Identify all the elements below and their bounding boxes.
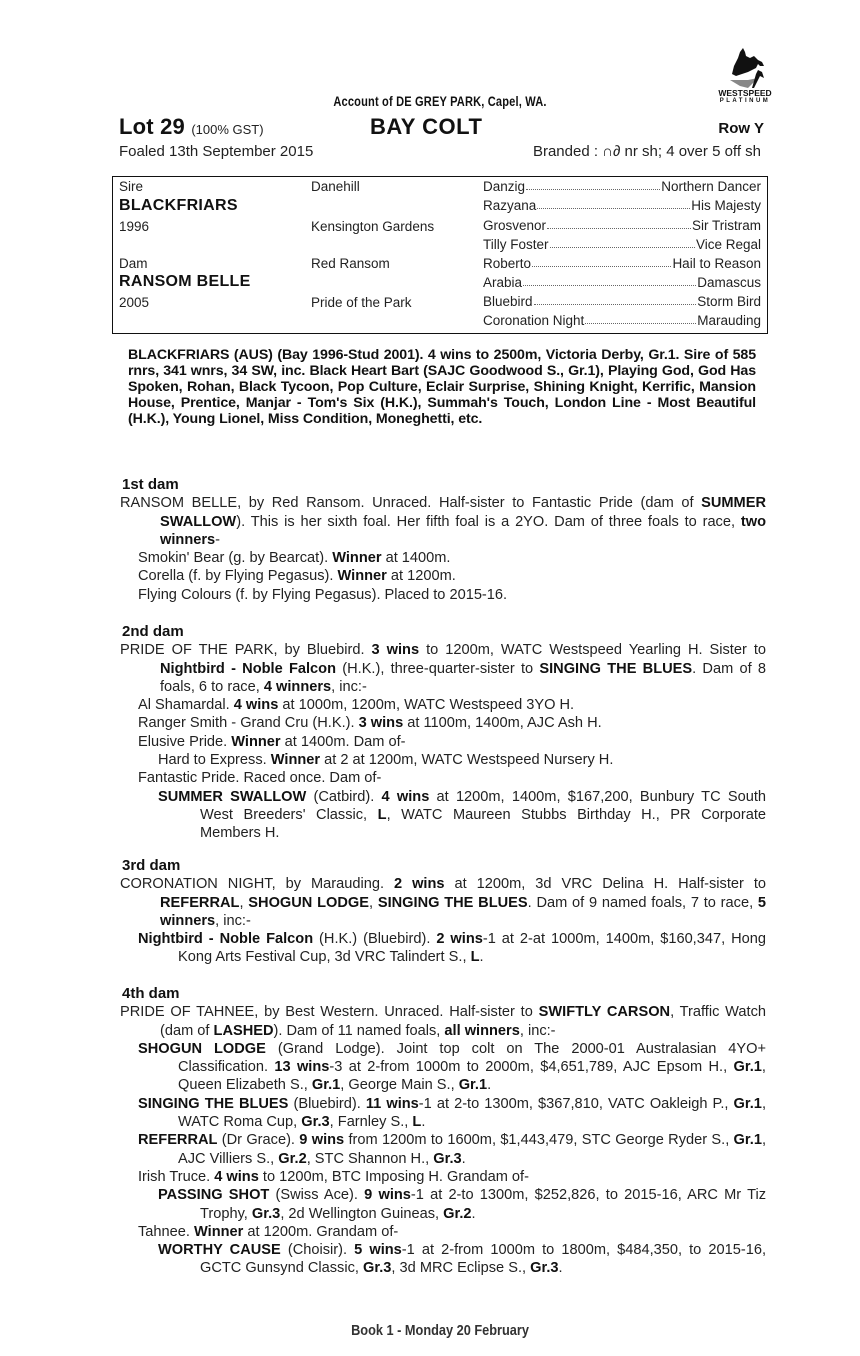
row-location: Row Y [718,120,764,137]
sire-summary: BLACKFRIARS (AUS) (Bay 1996-Stud 2001). 4 wins to 2500m, Victoria Derby, Gr.1. Sire of 585 rnrs, 341 wnrs, 34 SW, inc. Black Heart Bart (SAJC Goodwood S., Gr.1), Playing God, God Has Spoken, Rohan, Black Tycoon, Pop Culture, Eclair Surprise, Shining Knight, Kerrific, Mansion House, Prentice, Manjar - Tom's Six (H.K.), Summah's Touch, London Line - Most Beautiful (H.K.), Young Lionel, Miss Condition, Moneghetti, etc. [128,347,756,427]
progeny-entry: SINGING THE BLUES (Bluebird). 11 wins-1 at 2-to 1300m, $367,810, VATC Oakleigh P., Gr.1, WATC Roma Cup, Gr.3, Farnley S., L. [138,1095,766,1131]
progeny-entry: Smokin' Bear (g. by Bearcat). Winner at 1400m. [138,550,451,567]
section-heading: 1st dam [122,476,179,493]
gg-sire: His Majesty [691,198,761,213]
gg-name: Roberto [483,256,532,271]
grandsire-maternal: Red Ransom [311,256,390,271]
progeny-entry: Corella (f. by Flying Pegasus). Winner at 1200m. [138,568,456,585]
great-grandparent-row [483,256,761,271]
progeny-entry: Flying Colours (f. by Flying Pegasus). Placed to 2015-16. [138,586,508,603]
lot-label: Lot 29 [119,114,185,139]
section-heading: 4th dam [122,985,180,1002]
horse-description: BAY COLT [370,114,483,139]
gg-name: Danzig [483,179,526,194]
progeny-entry: REFERRAL (Dr Grace). 9 wins from 1200m to 1600m, $1,443,479, STC George Ryder S., Gr.1, AJC Villiers S., Gr.2, STC Shannon H., Gr.3. [138,1132,767,1167]
dam-description: PRIDE OF TAHNEE, by Best Western. Unraced. Half-sister to SWIFTLY CARSON, Traffic Watch (dam of LASHED). Dam of 11 named foals, all winners, inc:- [120,1004,766,1039]
gg-name: Coronation Night [483,313,585,328]
logo-platinum-text: PLATINUM [719,98,771,104]
leader-dots [526,179,660,190]
leader-dots [550,237,695,248]
sire-year: 1996 [119,219,150,234]
leader-dots [547,218,691,229]
leader-dots [534,294,697,305]
progeny-entry: SUMMER SWALLOW (Catbird). 4 wins at 1200m, 1400m, $167,200, Bunbury TC South West Breeders' Classic, L, WATC Maureen Stubbs Birthday H., PR Corporate Members H. [158,788,766,842]
progeny-entry: Al Shamardal. 4 wins at 1000m, 1200m, WATC Westspeed 3YO H. [138,697,575,714]
page-footer: Book 1 - Monday 20 February [351,1322,529,1339]
dam-section-2 [120,623,766,843]
leader-dots [537,198,690,209]
section-heading: 3rd dam [122,857,181,874]
sire-label: Sire [119,179,144,194]
horse-silhouette-icon [718,44,772,90]
great-grandparent-row [483,275,761,290]
dam-year: 2005 [119,295,150,310]
pedigree-table [112,176,768,334]
section-heading: 2nd dam [122,623,184,640]
vendor-account: Account of DE GREY PARK, Capel, WA. [333,94,547,109]
progeny-entry: PASSING SHOT (Swiss Ace). 9 wins-1 at 2-to 1300m, $252,826, to 2015-16, ARC Mr Tiz Trophy, Gr.3, 2d Wellington Guineas, Gr.2. [158,1187,767,1222]
progeny-entry: Hard to Express. Winner at 2 at 1200m, WATC Westspeed Nursery H. [158,752,614,769]
dam-section-3 [120,857,766,967]
granddam-maternal: Pride of the Park [311,295,412,310]
gg-sire: Sir Tristram [692,218,761,233]
gg-name: Arabia [483,275,523,290]
progeny-entry: Fantastic Pride. Raced once. Dam of- [138,770,382,787]
dam-name: RANSOM BELLE [119,273,251,290]
progeny-entry: Nightbird - Noble Falcon (H.K.) (Bluebird). 2 wins-1 at 2-at 1000m, 1400m, $160,347, Hong Kong Arts Festival Cup, 3d VRC Talindert S., L. [138,931,766,966]
great-grandparent-row [483,179,761,194]
gg-sire: Hail to Reason [672,256,761,271]
great-grandparent-row [483,294,761,309]
progeny-entry: WORTHY CAUSE (Choisir). 5 wins-1 at 2-from 1000m to 1800m, $484,350, to 2015-16, GCTC Gunsynd Classic, Gr.3, 3d MRC Eclipse S., Gr.3. [158,1242,767,1277]
great-grandparent-row [483,237,761,252]
dam-section-1 [120,476,766,604]
leader-dots [523,275,696,286]
gg-sire: Storm Bird [697,294,761,309]
sire-name: BLACKFRIARS [119,197,238,214]
gg-name: Grosvenor [483,218,547,233]
leader-dots [532,256,671,267]
brand-marks: Branded : ∩∂ nr sh; 4 over 5 off sh [532,143,761,160]
foaled-date: Foaled 13th September 2015 [119,143,314,160]
gg-sire: Northern Dancer [661,179,761,194]
great-grandparent-row [483,218,761,233]
gg-name: Tilly Foster [483,237,549,252]
great-grandparent-row [483,313,761,328]
gg-sire: Marauding [697,313,761,328]
dam-section-4 [120,985,766,1278]
gg-name: Razyana [483,198,537,213]
gst-note: (100% GST) [191,122,264,137]
gg-sire: Damascus [697,275,761,290]
dam-description: CORONATION NIGHT, by Marauding. 2 wins at 1200m, 3d VRC Delina H. Half-sister to REFERRAL, SHOGUN LODGE, SINGING THE BLUES. Dam of 9 named foals, 7 to race, 5 winners, inc:- [120,876,767,929]
lot-number [119,114,264,140]
logo-westspeed-text: WESTSPEED [718,88,772,98]
progeny-entry: Irish Truce. 4 wins to 1200m, BTC Imposing H. Grandam of- [138,1168,529,1185]
progeny-entry: Ranger Smith - Grand Cru (H.K.). 3 wins at 1100m, 1400m, AJC Ash H. [138,715,602,732]
great-grandparent-row [483,198,761,213]
gg-name: Bluebird [483,294,533,309]
dam-description: RANSOM BELLE, by Red Ransom. Unraced. Half-sister to Fantastic Pride (dam of SUMMER SWALLOW). This is her sixth foal. Her fifth foal is a 2YO. Dam of three foals to race, two winners- [120,495,766,548]
leader-dots [585,313,696,324]
gg-sire: Vice Regal [695,237,761,252]
dam-description: PRIDE OF THE PARK, by Bluebird. 3 wins to 1200m, WATC Westspeed Yearling H. Sister to Nightbird - Noble Falcon (H.K.), three-quarter-sister to SINGING THE BLUES. Dam of 8 foals, 6 to race, 4 winners, inc:- [120,642,767,695]
progeny-entry: Tahnee. Winner at 1200m. Grandam of- [138,1223,399,1240]
progeny-entry: Elusive Pride. Winner at 1400m. Dam of- [138,733,406,750]
granddam-paternal: Kensington Gardens [311,219,435,234]
dam-label: Dam [119,256,148,271]
grandsire-paternal: Danehill [311,179,360,194]
progeny-entry: SHOGUN LODGE (Grand Lodge). Joint top colt on The 2000-01 Australasian 4YO+ Classification. 13 wins-3 at 2-from 1000m to 2000m, $4,651,789, AJC Epsom H., Gr.1, Queen Elizabeth S., Gr.1, George Main S., Gr.1. [138,1040,767,1094]
